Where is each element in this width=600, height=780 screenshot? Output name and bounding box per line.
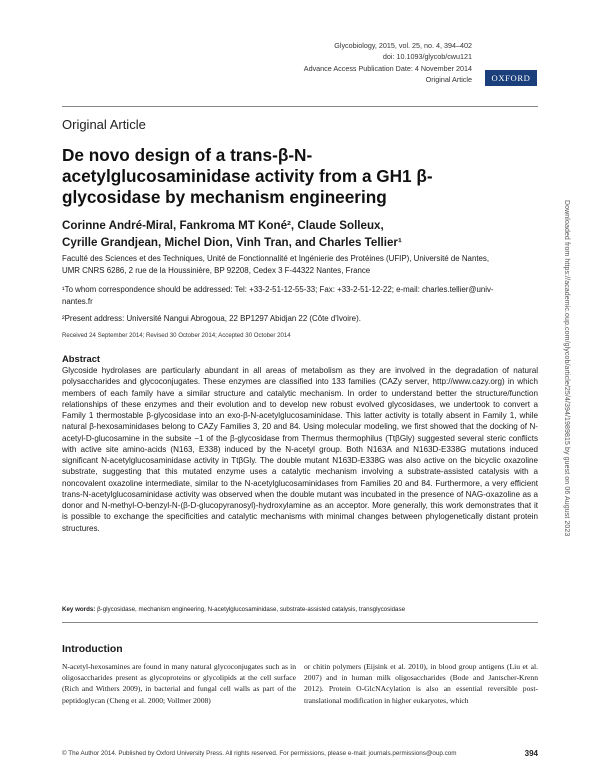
author-name: Fankroma MT Koné², — [179, 219, 295, 232]
received-dates: Received 24 September 2014; Revised 30 October 2014; Accepted 30 October 2014 — [62, 332, 291, 339]
present-address-note: ²Present address: Université Nangui Abrogoua, 22 BP1297 Abidjan 22 (Côte d'Ivoire). — [62, 314, 361, 323]
intro-paragraph: or chitin polymers (Eijsink et al. 2010), in blood group antigens (Liu et al. 2007) and in human milk oligosaccharides (Bode and Jantscher-Krenn 2012). Protein O-GlcNAcylation is also an essential reversible post-translational modification in higher eukaryotes, which — [304, 662, 538, 705]
intro-paragraph: N-acetyl-hexosamines are found in many natural glycoconjugates such as in oligosaccharides present as glycoproteins or glycolipids at the cell surface (Rich and Withers 2009), in bacterial and fungal cell walls as part of the peptidoglycan (Cheng et al. 2000; Vollmer 2008) — [62, 662, 296, 705]
abstract-text: Glycoside hydrolases are particularly abundant in all areas of metabolism as they are involved in the degradation of natural polysaccharides and glycoconjugates. These enzymes are classified into 133 families (CAZy server, http://www.cazy.org) in which members of each family have a similar structure and catalytic mechanism. In order to understand better the structure/function relationships of these enzymes and their evolution and to develop new robust evolved glycosidases, we undertook to convert a Family 1 thermostable β-glycosidase into an exo-β-N-acetylglucosaminidase. This latter activity is totally absent in Family 1, while natural β-hexosaminidases belong to CAZy Families 3, 20 and 84. Using molecular modeling, we first showed that the docking of N-acetyl-D-glucosamine in the subsite −1 of the β-glycosidase from Thermus thermophilus (TtβGly) suggested several steric conflicts with active site amino-acids (N163, E338) induced by the N-acetyl group. Both N163A and N163D-E338G mutations induced significant N-acetylglucosaminidase activity in TtβGly. The double mutant N163D-E338G was also active on the bicyclic oxazoline substrate, suggesting that this mutated enzyme uses a catalytic mechanism involving a substrate-assisted catalysis with a noncovalent oxazoline intermediate, similar to the N-acetylglucosaminidases from Families 20 and 84. Furthermore, a very efficient trans-N-acetylglucosaminidase activity was observed when the double mutant was incubated in the presence of NAG-oxazoline as a donor and N-methyl-O-benzyl-N-(β-D-glucopyranosyl)-hydroxylamine as an acceptor. More generally, this work demonstrates that it is possible to exchange the specificities and catalytic mechanisms with minimal changes between phylogenetically distant protein structures. — [62, 366, 538, 533]
journal-citation: Glycobiology, 2015, vol. 25, no. 4, 394–402 — [334, 41, 472, 50]
keywords-list: β-glycosidase, mechanism engineering, N-acetylglucosaminidase, substrate-assisted catalysis, transglycosidase — [97, 606, 406, 613]
oxford-logo: OXFORD — [485, 70, 537, 86]
intro-column-right — [304, 661, 538, 706]
advance-access-date: Advance Access Publication Date: 4 November 2014 — [303, 63, 472, 73]
article-type: Original Article — [425, 74, 472, 84]
correspondence-note: ¹To whom correspondence should be addressed: Tel: +33-2-51-12-55-33; Fax: +33-2-51-12-22; e-mail: charles.tellier@univ-nantes.fr — [62, 285, 494, 306]
author-name: Claude Solleux, — [297, 219, 384, 232]
abstract-heading: Abstract — [62, 353, 101, 364]
intro-column-left — [62, 661, 296, 706]
author-name: and Charles Tellier¹ — [295, 236, 402, 249]
abstract-body — [62, 365, 538, 534]
author-name: Cyrille Grandjean, — [62, 236, 162, 249]
header-divider — [62, 106, 538, 107]
keywords-label: Key words: — [62, 606, 96, 613]
keywords — [62, 605, 538, 614]
download-watermark: Downloaded from https://academic.oup.com/glycob/article/25/4/394/1989815 by guest on 06 August 2023 — [563, 200, 570, 537]
author-name: Michel Dion, — [164, 236, 233, 249]
author-name: Vinh Tran, — [235, 236, 292, 249]
introduction-heading: Introduction — [62, 644, 123, 655]
section-label: Original Article — [62, 117, 146, 132]
doi[interactable]: doi: 10.1093/glycob/cwu121 — [382, 52, 472, 62]
author-list — [62, 217, 472, 251]
article-title: De novo design of a trans-β-N-acetylglucosaminidase activity from a GH1 β-glycosidase by mechanism engineering — [62, 145, 433, 207]
page-number: 394 — [524, 749, 538, 758]
journal-citation-block — [172, 40, 472, 85]
affiliation: Faculté des Sciences et des Techniques, Unité de Fonctionnalité et Ingénierie des Protéines (UFIP), Université de Nantes, UMR CNRS 6286, 2 rue de la Houssinière, BP 92208, Cedex 3 F-44322 Nantes, France — [62, 254, 490, 275]
author-name: Corinne André-Miral, — [62, 219, 177, 232]
section-divider — [62, 622, 538, 623]
copyright-notice: © The Author 2014. Published by Oxford University Press. All rights reserved. For permissions, please e-mail: journals.permissions@oup.com — [62, 750, 457, 757]
